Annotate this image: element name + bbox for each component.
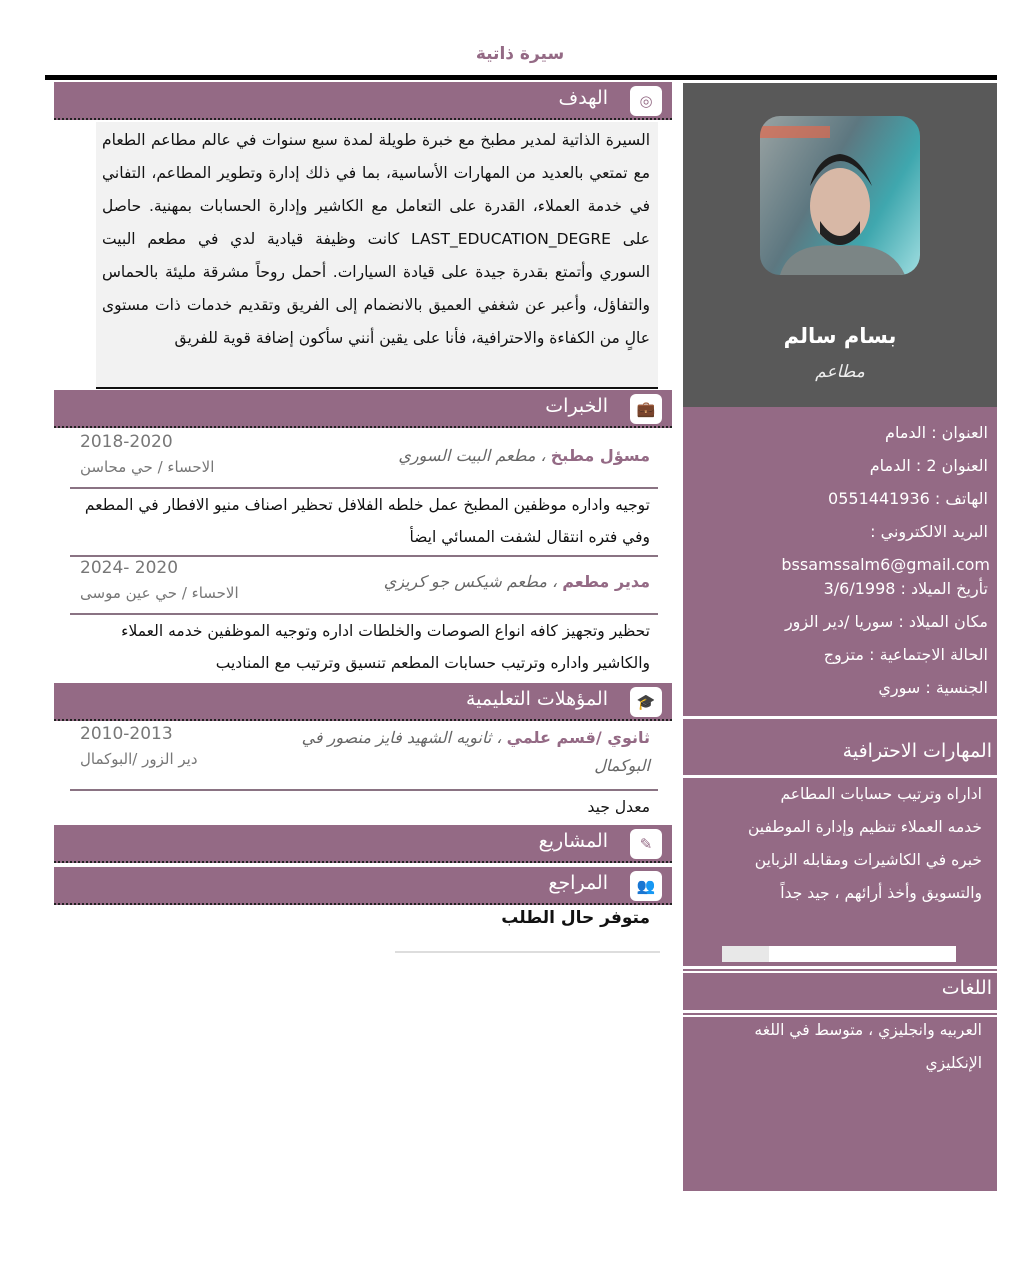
profile-photo <box>760 116 920 275</box>
bullet-icon <box>997 791 1004 798</box>
skill-text: اداراه وترتيب حسابات المطاعم خدمه العملاء تنظيم وإدارة الموطفين خبره في الكاشيرات ومقابله الزباين والتسويق وأخذ أرائهم ، جيد جداً <box>748 785 982 902</box>
section-header-objective <box>54 82 672 120</box>
projects-icon: ✎ <box>630 829 662 859</box>
bullet-icon <box>997 1027 1004 1034</box>
profile-name: بسام سالم <box>783 324 897 348</box>
target-icon: ◎ <box>630 86 662 116</box>
experience-role <box>384 568 650 596</box>
contact-birthdate: تأريخ الميلاد : 3/6/1998 <box>823 579 988 598</box>
experience-role <box>398 442 650 470</box>
divider <box>683 1010 997 1013</box>
experience-description: تحظير وتجهيز كافه انواع الصوصات والخلطات اداره وتوجيه الموظفين خدمه العملاء والكاشير واداره وترتيب حسابات المطعم تنسيق وترتيب مع المناديب <box>121 622 650 672</box>
section-title: الهدف <box>558 87 608 109</box>
skills-heading: المهارات الاحترافية <box>842 740 992 762</box>
language-text: العربيه وانجليزي ، متوسط في اللغه الإنكليزي <box>754 1021 982 1072</box>
section-title: المؤهلات التعليمية <box>465 688 608 710</box>
languages-heading: اللغات <box>941 977 992 999</box>
divider <box>683 971 997 973</box>
divider <box>70 555 658 557</box>
skill-level-bar <box>722 946 956 962</box>
role-title: مدير مطعم <box>562 572 650 591</box>
date-range: 2018-2020 <box>80 432 173 452</box>
top-divider <box>45 75 997 80</box>
contact-birthplace: مكان الميلاد : سوريا /دير الزور <box>784 612 988 631</box>
document-title: سيرة ذاتية <box>475 44 565 64</box>
education-description: معدل جيد <box>587 798 650 816</box>
experience-description: توجيه واداره موظفين المطبخ عمل خلطه الفلافل تحظير اصناف منيو الافطار في المطعم وفي فتره انتقال لشفت المسائي ايضأ <box>84 496 650 546</box>
divider <box>683 966 997 969</box>
divider <box>683 716 997 719</box>
divider <box>395 951 660 953</box>
location: الاحساء / حي عين موسى <box>80 584 239 602</box>
education-degree <box>270 724 650 780</box>
section-title: المشاريع <box>538 830 608 852</box>
language-item <box>722 1014 982 1080</box>
objective-text: السيرة الذاتية لمدير مطبخ مع خبرة طويلة لمدة سبع سنوات في عالم مطاعم الطعام مع تمتعي بالعديد من المهارات الأساسية، بما في ذلك إدارة وتطوير المطاعم، التفاني في خدمة العملاء، القدرة على التعامل مع الكاشير وإدارة الحسابات بمهنية. حاصل على LAST_EDUCATION_DEGRE كانت وظيفة قيادية لدي في مطعم البيت السوري وأتمتع بقدرة جيدة على قيادة السيارات. أحمل روحاً مشرقة مليئة بالحماس والتفاؤل، وأعبر عن شغفي العميق بالانضمام إلى الفريق وتقديم خدمات ذات مستوى عالٍ من الكفاءة والاحترافية، فأنا على يقين أنني سأكون إضافة قوية للفريق <box>96 122 658 389</box>
education-entry <box>70 724 658 788</box>
section-header-references <box>54 867 672 905</box>
contact-nationality: الجنسية : سوري <box>878 678 988 697</box>
date-range: 2024- 2020 <box>80 558 179 578</box>
skill-item <box>742 778 982 910</box>
graduation-cap-icon: 🎓 <box>630 687 662 717</box>
experience-entry <box>70 558 658 612</box>
contact-email[interactable]: bssamssalm6@gmail.com <box>781 555 990 574</box>
references-text: متوفر حال الطلب <box>501 908 650 928</box>
section-header-experience <box>54 390 672 428</box>
skill-level-fill <box>769 946 956 962</box>
degree: ثانوي /قسم علمي <box>506 728 650 747</box>
contact-address: العنوان : الدمام <box>885 423 988 442</box>
contact-address-2: العنوان 2 : الدمام <box>869 456 988 475</box>
company: ، مطعم البيت السوري <box>398 446 546 465</box>
people-icon: 👥 <box>630 871 662 901</box>
contact-email-label: البريد الالكتروني : <box>870 522 988 541</box>
section-header-projects <box>54 825 672 863</box>
location: دير الزور /البوكمال <box>80 750 198 768</box>
contact-phone: الهاتف : 0551441936 <box>828 489 988 508</box>
contact-marital-status: الحالة الاجتماعية : متزوج <box>823 645 988 664</box>
section-title: الخبرات <box>545 395 608 417</box>
location: الاحساء / حي محاسن <box>80 458 215 476</box>
profile-job-title: مطاعم <box>815 362 865 382</box>
section-title: المراجع <box>548 872 608 894</box>
company: ، مطعم شيكس جو كريزي <box>383 572 558 591</box>
date-range: 2010-2013 <box>80 724 173 744</box>
briefcase-icon: 💼 <box>630 394 662 424</box>
experience-entry <box>70 432 658 486</box>
role-title: مسؤل مطبخ <box>550 446 650 465</box>
school: ، ثانويه الشهيد فايز منصور في البوكمال <box>301 728 650 775</box>
section-header-education <box>54 683 672 721</box>
